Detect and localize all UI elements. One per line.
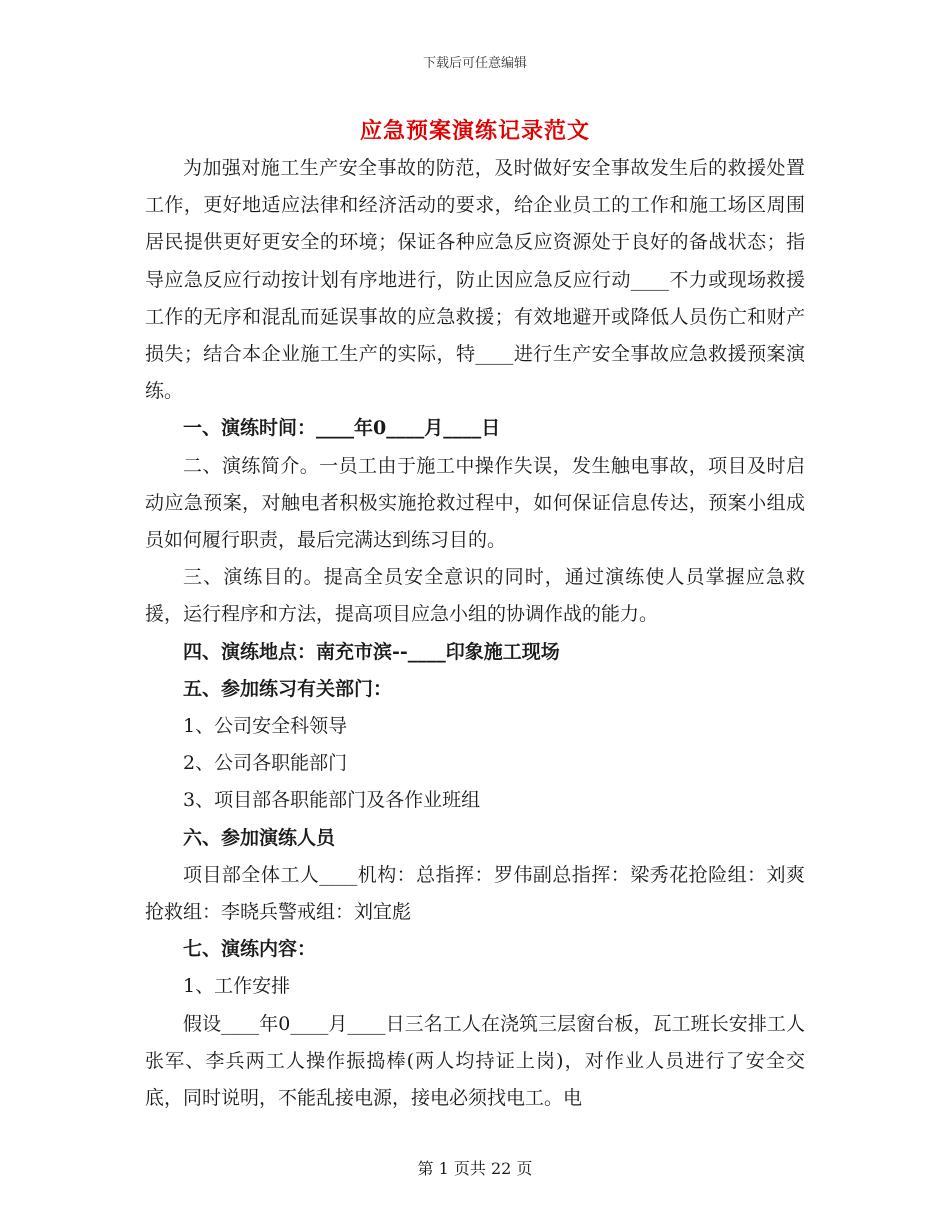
list-item-content-1: 1、工作安排 <box>183 975 291 998</box>
heading-drill-place: 四、演练地点：南充市滨--____印象施工现场 <box>183 640 560 663</box>
heading-departments: 五、参加练习有关部门： <box>183 677 393 700</box>
list-item-department-3: 3、项目部各职能部门及各作业班组 <box>183 789 481 812</box>
paragraph-staff: 项目部全体工人____机构：总指挥：罗伟副总指挥：梁秀花抢险组：刘爽抢救组：李晓兵警戒组：刘宜彪 <box>145 863 805 924</box>
heading-content: 七、演练内容： <box>183 938 317 961</box>
paragraph-content: 假设____年0____月____日三名工人在浇筑三层窗台板，瓦工班长安排工人张军、李兵两工人操作振捣棒(两人均持证上岗)，对作业人员进行了安全交底，同时说明，不能乱接电源，接电必须找电工。电 <box>145 1012 805 1110</box>
paragraph-drill-intro: 二、演练简介。一员工由于施工中操作失误，发生触电事故，项目及时启动应急预案，对触电者积极实施抢救过程中，如何保证信息传达，预案小组成员如何履行职责，最后完满达到练习目的。 <box>145 454 805 552</box>
heading-staff: 六、参加演练人员 <box>183 826 336 849</box>
list-item-department-2: 2、公司各职能部门 <box>183 752 348 775</box>
list-item-department-1: 1、公司安全科领导 <box>183 715 348 738</box>
paragraph-intro: 为加强对施工生产安全事故的防范，及时做好安全事故发生后的救援处置工作，更好地适应法律和经济活动的要求，给企业员工的工作和施工场区周围居民提供更好更安全的环境；保证各种应急反应资源处于良好的备战状态；指导应急反应行动按计划有序地进行，防止因应急反应行动____不力或现场救援工作的无序和混乱而延误事故的应急救援；有效地避开或降低人员伤亡和财产损失；结合本企业施工生产的实际，特____进行生产安全事故应急救援预案演练。 <box>145 157 805 403</box>
page-footer: 第 1 页共 22 页 <box>417 1159 533 1178</box>
page-header: 下载后可任意编辑 <box>422 56 527 71</box>
paragraph-drill-purpose: 三、演练目的。提高全员安全意识的同时，通过演练使人员掌握应急救援，运行程序和方法，提高项目应急小组的协调作战的能力。 <box>145 566 805 626</box>
document-title: 应急预案演练记录范文 <box>359 118 590 144</box>
document-body <box>145 150 805 1117</box>
heading-drill-time: 一、演练时间：____年0____月____日 <box>183 417 501 440</box>
